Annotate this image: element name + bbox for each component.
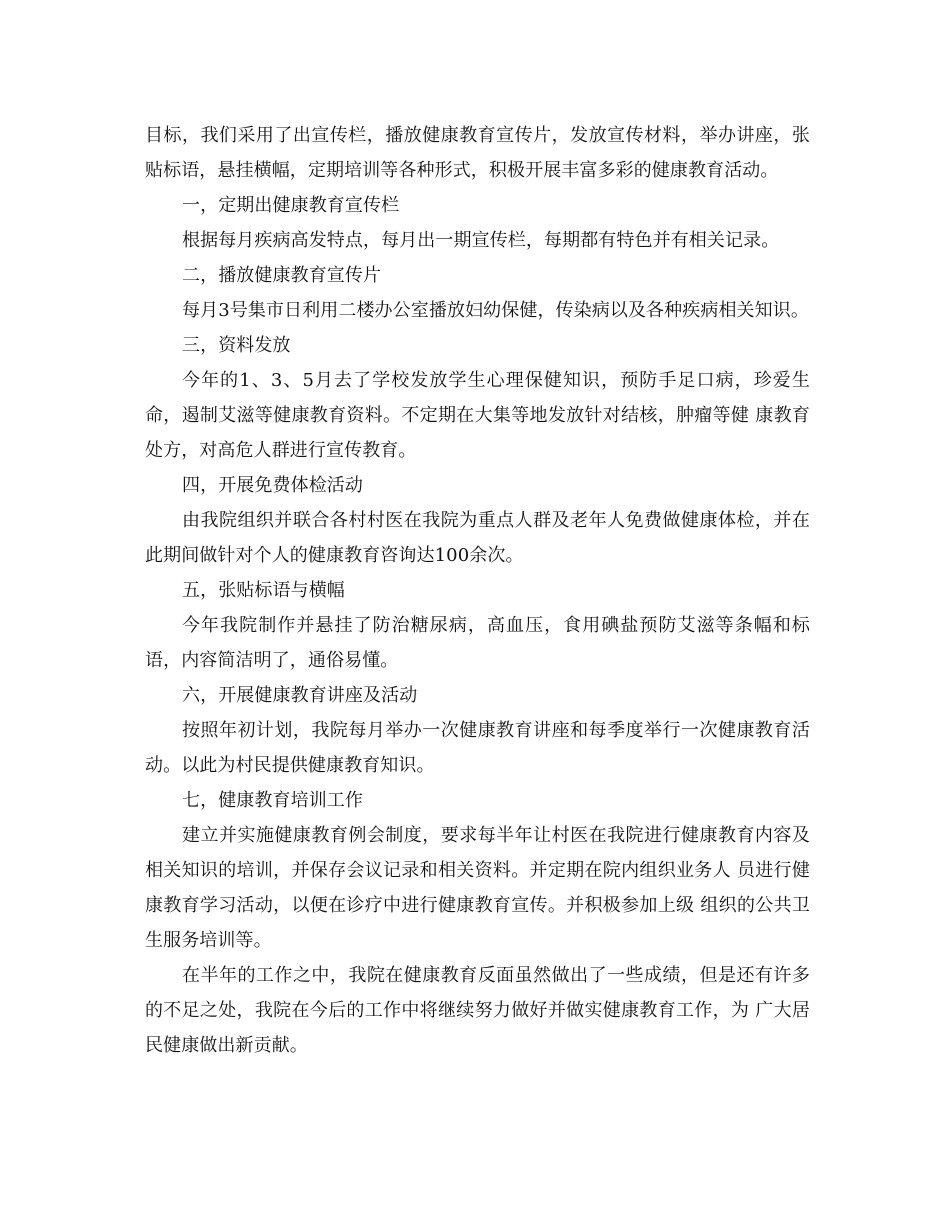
paragraph-free-checkups: 由我院组织并联合各村村医在我院为重点人群及老年人免费做健康体检，并在此期间做针对个人的健康教育咨询达100余次。 bbox=[145, 510, 810, 566]
paragraph-materials: 今年的1、3、5月去了学校发放学生心理保健知识，预防手足口病，珍爱生命，遏制艾滋等健康教育资料。不定期在大集等地发放针对结核，肿瘤等健 康教育处方，对高危人群进行宣传教育。 bbox=[145, 370, 810, 461]
document-body bbox=[145, 118, 810, 1063]
section-heading-slogans: 五，张贴标语与横幅 bbox=[182, 580, 345, 601]
paragraph-lectures: 按照年初计划，我院每月举办一次健康教育讲座和每季度举行一次健康教育活动。以此为村民提供健康教育知识。 bbox=[145, 720, 810, 776]
section-heading-lectures: 六，开展健康教育讲座及活动 bbox=[182, 685, 418, 706]
paragraph-conclusion: 在半年的工作之中，我院在健康教育反面虽然做出了一些成绩，但是还有许多的不足之处，我院在今后的工作中将继续努力做好并做实健康教育工作，为 广大居民健康做出新贡献。 bbox=[145, 965, 810, 1056]
section-heading-training: 七，健康教育培训工作 bbox=[182, 790, 363, 811]
section-heading-free-checkups: 四，开展免费体检活动 bbox=[182, 475, 363, 496]
paragraph-intro-continuation: 目标，我们采用了出宣传栏，播放健康教育宣传片，发放宣传材料，举办讲座，张贴标语，悬挂横幅，定期培训等各种形式，积极开展丰富多彩的健康教育活动。 bbox=[145, 125, 810, 181]
section-heading-promo-videos: 二，播放健康教育宣传片 bbox=[182, 265, 382, 286]
paragraph-promo-videos: 每月3号集市日利用二楼办公室播放妇幼保健，传染病以及各种疾病相关知识。 bbox=[182, 300, 809, 321]
paragraph-training: 建立并实施健康教育例会制度，要求每半年让村医在我院进行健康教育内容及相关知识的培训，并保存会议记录和相关资料。并定期在院内组织业务人 员进行健康教育学习活动，以便在诊疗中进行健康教育宣传。并积极参加上级 组织的公共卫生服务培训等。 bbox=[145, 825, 810, 951]
section-heading-materials: 三，资料发放 bbox=[182, 335, 291, 356]
section-heading-bulletin-board: 一，定期出健康教育宣传栏 bbox=[182, 195, 400, 216]
paragraph-bulletin-board: 根据每月疾病高发特点，每月出一期宣传栏，每期都有特色并有相关记录。 bbox=[182, 230, 780, 251]
paragraph-slogans: 今年我院制作并悬挂了防治糖尿病，高血压，食用碘盐预防艾滋等条幅和标语，内容简洁明了，通俗易懂。 bbox=[145, 615, 810, 671]
